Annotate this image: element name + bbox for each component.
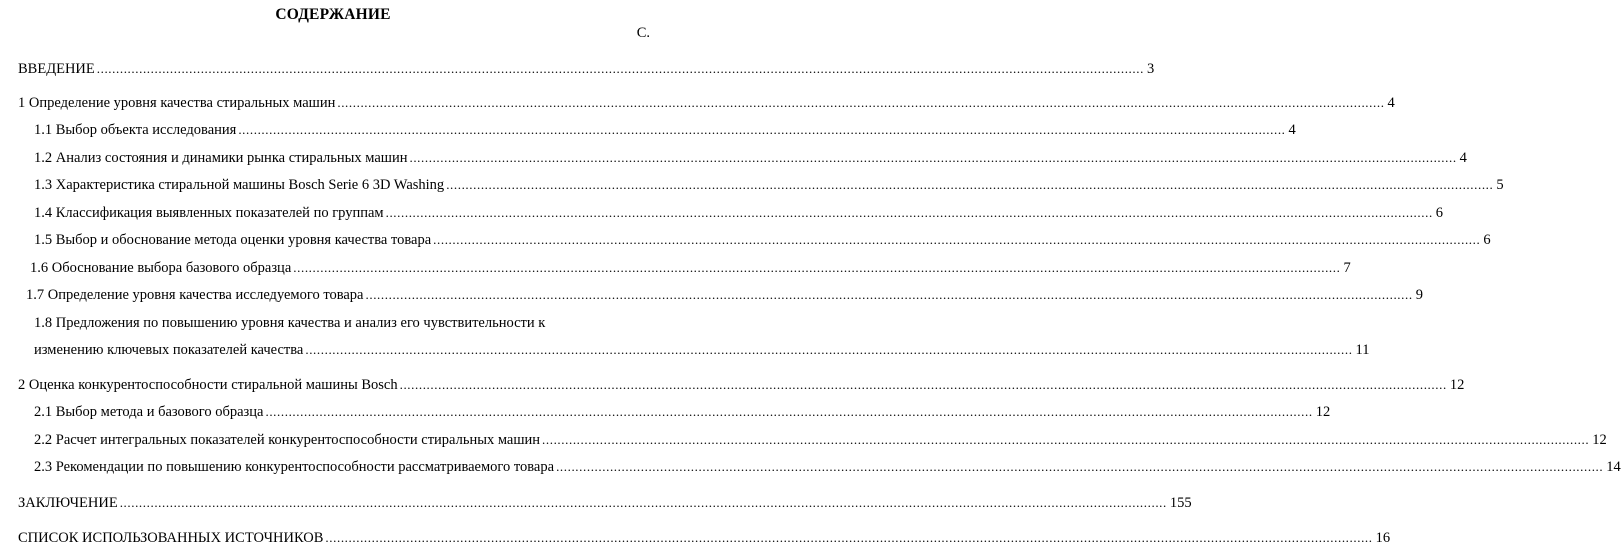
page-column-header: С. [636, 25, 650, 41]
dot-leader: ................................................................................................................................................................................................................................................................................ [325, 530, 1373, 545]
toc-entry-text: ЗАКЛЮЧЕНИЕ [18, 495, 118, 511]
toc-entry-page: 12 [1592, 432, 1607, 448]
toc-entry-1-2[interactable] [34, 149, 1467, 167]
toc-entry-text: 2 Оценка конкурентоспособности стиральной машины Bosch [18, 377, 398, 393]
toc-entry-page: 6 [1435, 205, 1444, 221]
toc-entry-text: 2.2 Расчет интегральных показателей конкурентоспособности стиральных машин [34, 432, 541, 448]
toc-entry-1-8-line-1[interactable]: 1.8 Предложения по повышению уровня качества и анализ его чувствительности к [34, 315, 546, 331]
toc-entry-text: ВВЕДЕНИЕ [18, 61, 95, 77]
toc-entry-references[interactable] [18, 529, 1391, 547]
toc-entry-2-1[interactable] [34, 403, 1331, 421]
toc-entry-2-2[interactable] [34, 431, 1607, 449]
toc-entry-1-8[interactable] [34, 341, 1370, 359]
dot-leader: ................................................................................................................................................................................................................................................................................ [399, 377, 1447, 392]
toc-entry-text: 1.1 Выбор объекта исследования [34, 122, 237, 138]
toc-entry-page: 12 [1315, 404, 1331, 420]
toc-entry-page: 4 [1387, 95, 1395, 111]
dot-leader: ................................................................................................................................................................................................................................................................................ [385, 205, 1433, 220]
toc-entry-page: 16 [1375, 530, 1391, 546]
toc-entry-page: 9 [1415, 287, 1423, 303]
dot-leader: ................................................................................................................................................................................................................................................................................ [446, 177, 1494, 192]
toc-entry-text: изменению ключевых показателей качества [34, 342, 304, 358]
toc-entry-page: 4 [1288, 122, 1296, 138]
dot-leader: ................................................................................................................................................................................................................................................................................ [293, 260, 1341, 275]
toc-entry-page: 4 [1459, 150, 1467, 166]
page-title: СОДЕРЖАНИЕ [275, 6, 391, 23]
toc-entry-text: 2.1 Выбор метода и базового образца [34, 404, 264, 420]
toc-entry-text: 1.3 Характеристика стиральной машины Bosch Serie 6 3D Washing [34, 177, 445, 193]
toc-entry-page: 11 [1355, 342, 1370, 358]
toc-entry-page: 6 [1483, 232, 1491, 248]
dot-leader: ................................................................................................................................................................................................................................................................................ [542, 432, 1590, 447]
dot-leader: ................................................................................................................................................................................................................................................................................ [409, 150, 1457, 165]
toc-entry-section-2[interactable] [18, 376, 1465, 394]
dot-leader: ................................................................................................................................................................................................................................................................................ [433, 232, 1481, 247]
toc-entry-text: 2.3 Рекомендации по повышению конкурентоспособности рассматриваемого товара [34, 459, 555, 475]
toc-entry-1-1[interactable] [34, 121, 1296, 139]
toc-entry-section-1[interactable] [18, 94, 1395, 112]
dot-leader: ................................................................................................................................................................................................................................................................................ [238, 122, 1286, 137]
toc-entry-1-4[interactable] [34, 204, 1444, 222]
toc-entry-page: 7 [1343, 260, 1351, 276]
toc-entry-introduction[interactable] [18, 60, 1155, 78]
toc-entry-2-3[interactable] [34, 458, 1621, 476]
dot-leader: ................................................................................................................................................................................................................................................................................ [119, 495, 1167, 510]
dot-leader: ................................................................................................................................................................................................................................................................................ [365, 287, 1413, 302]
toc-entry-page: 155 [1169, 495, 1192, 511]
toc-entry-page: 14 [1606, 459, 1621, 475]
dot-leader: ................................................................................................................................................................................................................................................................................ [265, 404, 1313, 419]
toc-entry-conclusion[interactable] [18, 494, 1192, 512]
toc-entry-text: 1.4 Классификация выявленных показателей по группам [34, 205, 384, 221]
toc-entry-1-5[interactable] [34, 231, 1491, 249]
toc-entry-text: 1.6 Обоснование выбора базового образца [30, 260, 292, 276]
toc-entry-page: 5 [1496, 177, 1504, 193]
dot-leader: ................................................................................................................................................................................................................................................................................ [337, 95, 1385, 110]
toc-entry-1-3[interactable] [34, 176, 1504, 194]
toc-entry-text: 1.5 Выбор и обоснование метода оценки уровня качества товара [34, 232, 432, 248]
toc-entry-page: 3 [1146, 61, 1155, 77]
dot-leader: ................................................................................................................................................................................................................................................................................ [96, 61, 1144, 76]
toc-entry-text: 1 Определение уровня качества стиральных машин [18, 95, 336, 111]
toc-entry-text: СПИСОК ИСПОЛЬЗОВАННЫХ ИСТОЧНИКОВ [18, 530, 324, 546]
toc-entry-page: 12 [1449, 377, 1465, 393]
toc-entry-text: 1.7 Определение уровня качества исследуемого товара [26, 287, 364, 303]
dot-leader: ................................................................................................................................................................................................................................................................................ [305, 342, 1353, 357]
toc-entry-1-7[interactable] [26, 286, 1423, 304]
toc-entry-text: 1.2 Анализ состояния и динамики рынка стиральных машин [34, 150, 408, 166]
dot-leader: ................................................................................................................................................................................................................................................................................ [556, 459, 1604, 474]
toc-entry-1-6[interactable] [30, 259, 1351, 277]
